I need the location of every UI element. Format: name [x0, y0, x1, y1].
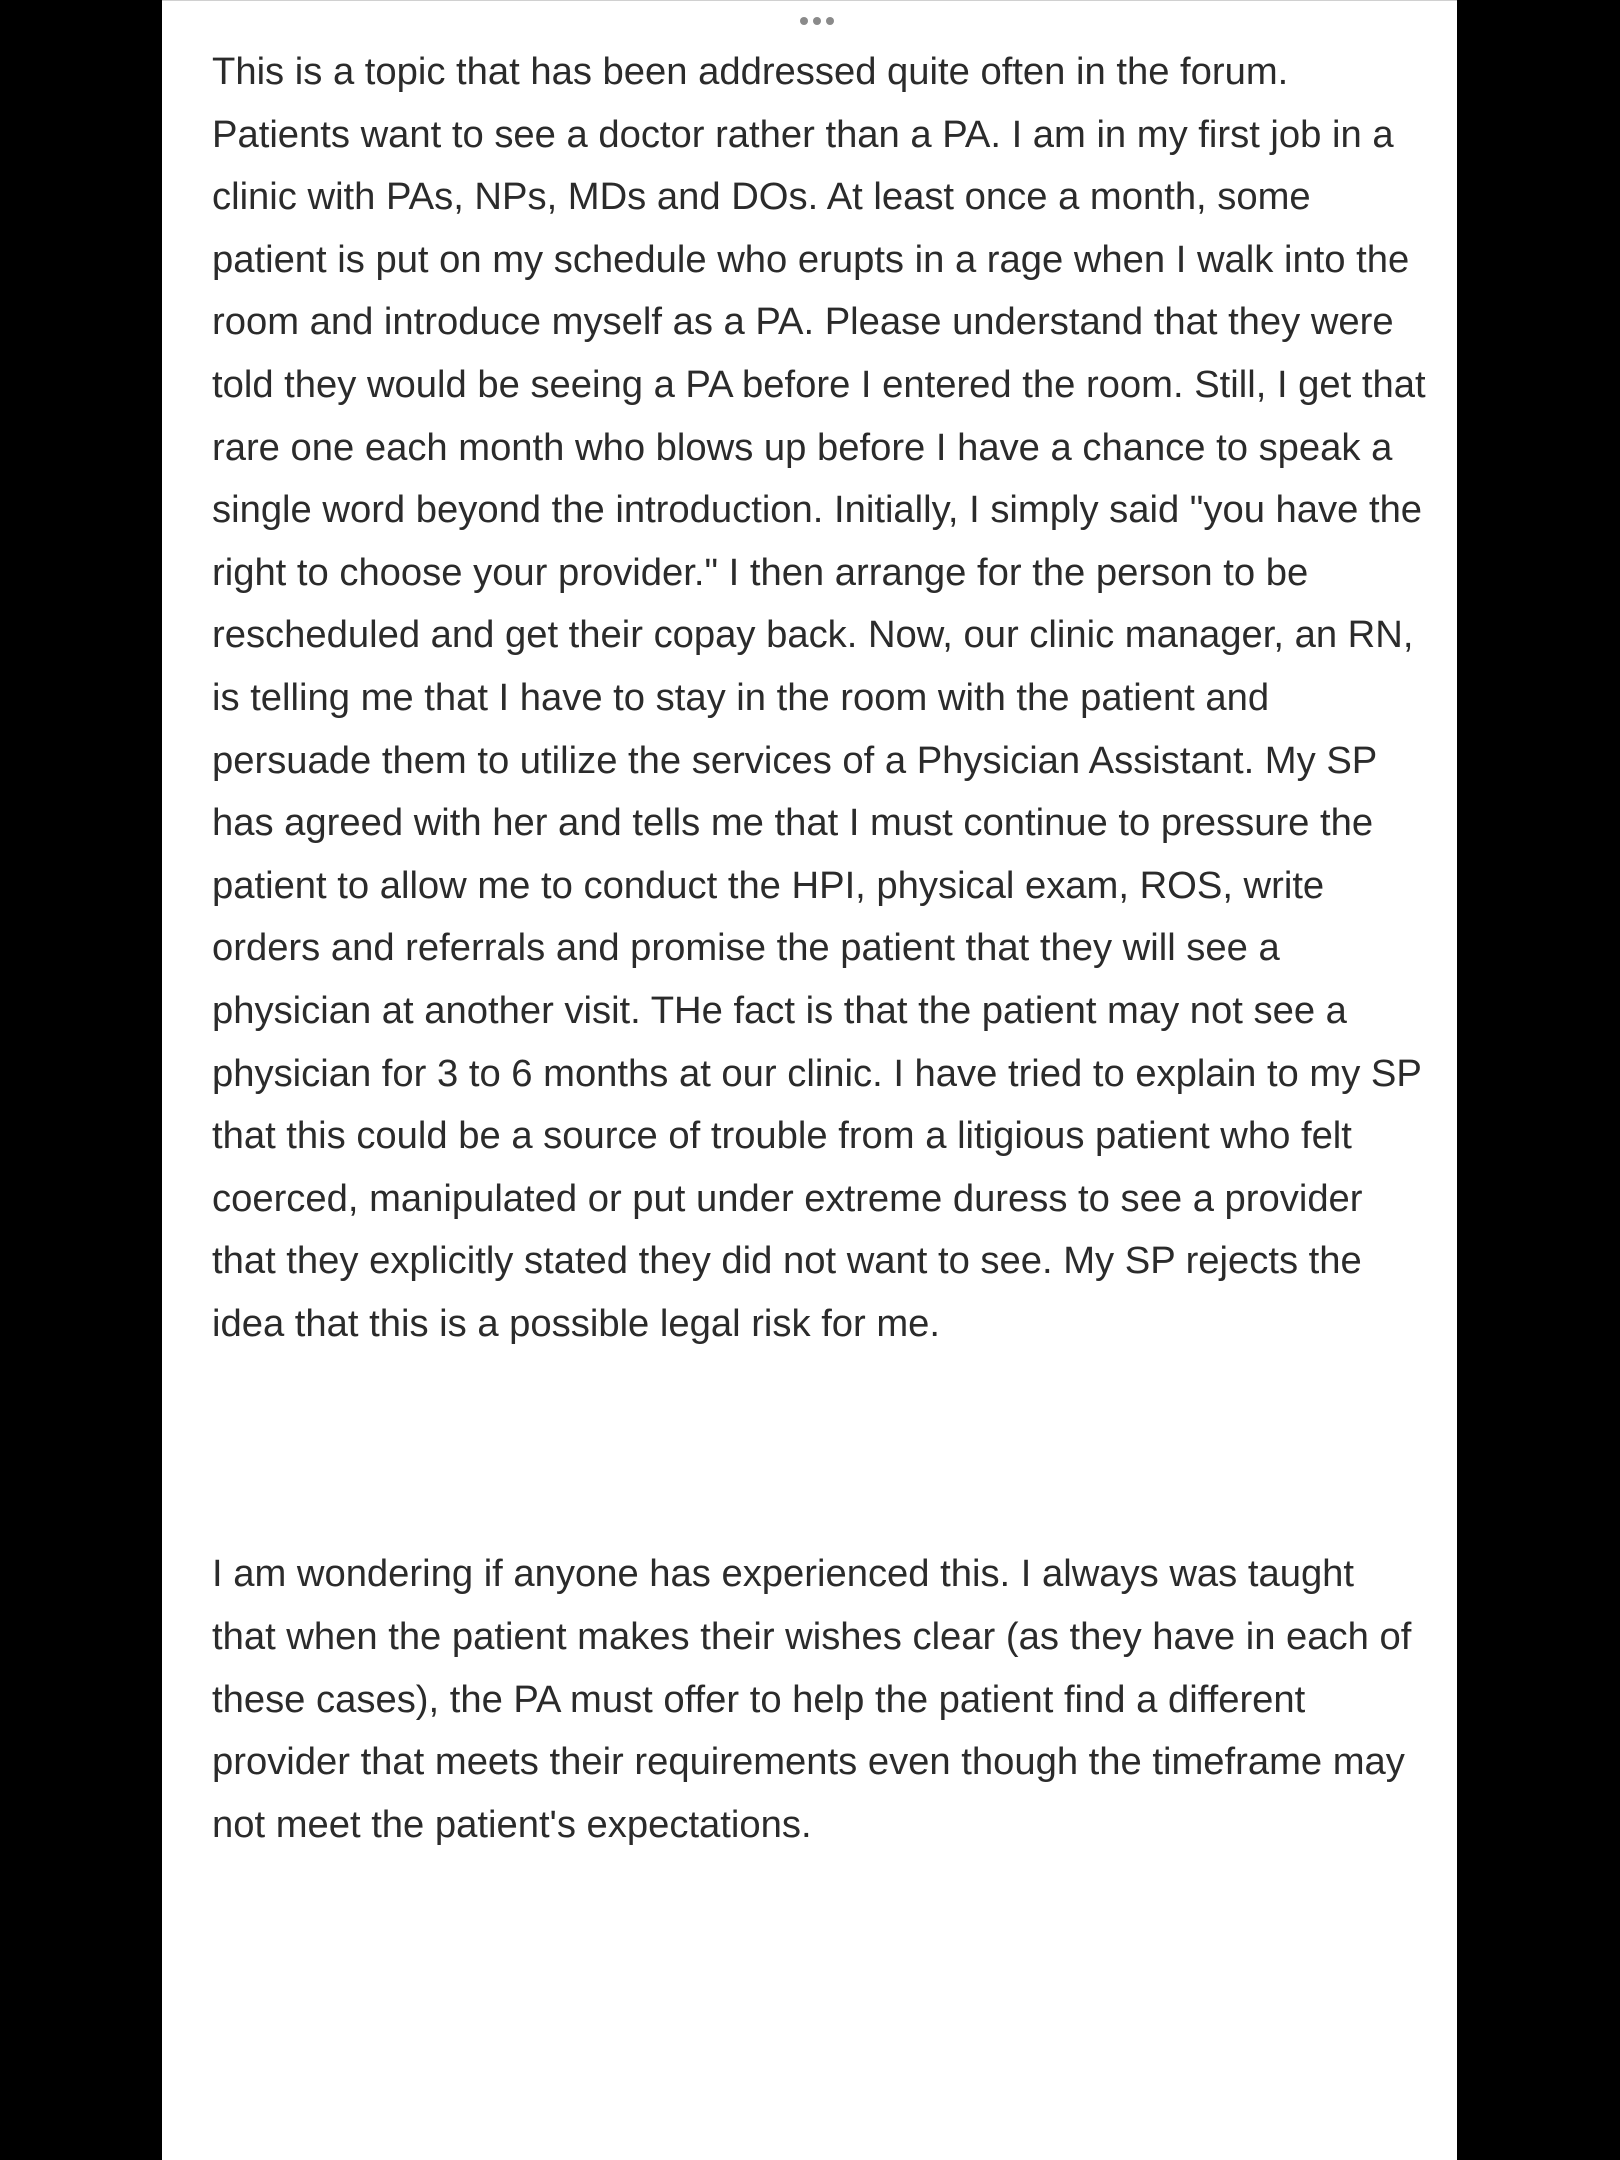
dot	[826, 17, 834, 25]
post-paragraph: This is a topic that has been addressed quite often in the forum. Patients want to see a doctor rather than a PA. I am in my first job in a clinic with PAs, NPs, MDs and DOs. At least once a month, some patient is put on my schedule who erupts in a rage when I walk into the room and introduce myself as a PA. Please understand that they were told they would be seeing a PA before I entered the room. Still, I get that rare one each month who blows up before I have a chance to speak a single word beyond the introduction. Initially, I simply said "you have the right to choose your provider." I then arrange for the person to be rescheduled and get their copay back. Now, our clinic manager, an RN, is telling me that I have to stay in the room with the patient and persuade them to utilize the services of a Physician Assistant. My SP has agreed with her and tells me that I must continue to pressure the patient to allow me to conduct the HPI, physical exam, ROS, write orders and referrals and promise the patient that they will see a physician at another visit. THe fact is that the patient may not see a physician for 3 to 6 months at our clinic. I have tried to explain to my SP that this could be a source of trouble from a litigious patient who felt coerced, manipulated or put under extreme duress to see a provider that they explicitly stated they did not want to see. My SP rejects the idea that this is a possible legal risk for me.	[212, 50, 1426, 1345]
post-body	[212, 41, 1427, 1856]
dot	[800, 17, 808, 25]
ellipsis-icon[interactable]	[787, 5, 847, 37]
dot	[813, 17, 821, 25]
post-paragraph: I am wondering if anyone has experienced this. I always was taught that when the patient makes their wishes clear (as they have in each of these cases), the PA must offer to help the patient find a different provider that meets their requirements even though the timeframe may not meet the patient's expectations.	[212, 1552, 1412, 1846]
post-panel	[162, 0, 1457, 2160]
